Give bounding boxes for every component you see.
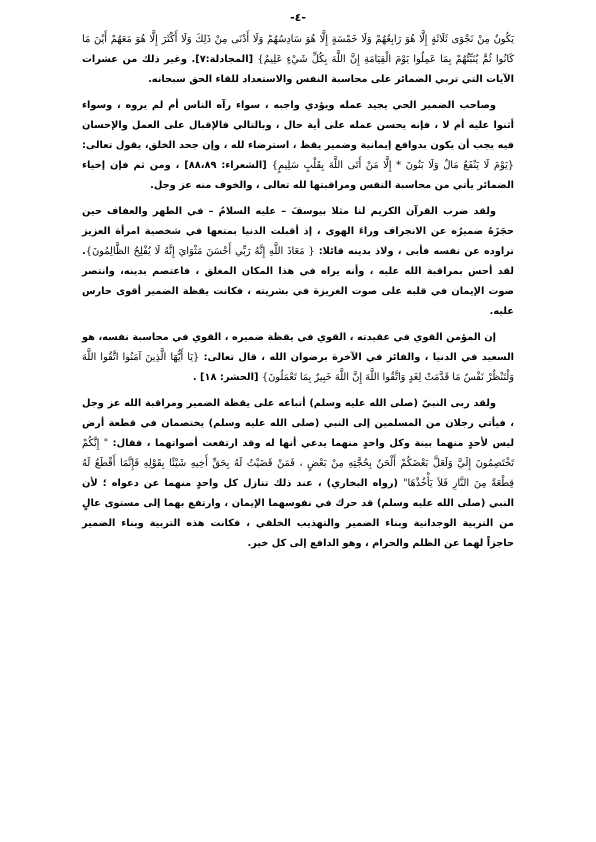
paragraph-text: ولقد ربى النبيّ (صلى الله عليه وسلم) أتباعه على يقظة الضمير ومراقبة الله عز وجل ، فيأتي رجلان من المسلمين إلى النبي (صلى الله عليه وسلم) يختصمان في قطعة أرض ليس لأحدٍ منهما بينة وكل واحدٍ منهما يدعي أنها له وقد ارتفعت أصواتهما ، فقال: [82,398,514,449]
quran-verse: يَكُونُ مِنْ نَجْوَى ثَلَاثَةٍ إِلَّا هُوَ رَابِعُهُمْ وَلَا خَمْسَةٍ إِلَّا هُوَ سَادِسُهُمْ وَلَا أَدْنَى مِنْ ذَلِكَ وَلَا أَكْثَرَ إِلَّا هُوَ مَعَهُمْ أَيْنَ مَا كَانُوا ثُمَّ يُنَبِّئُهُمْ بِمَا عَمِلُوا يَوْمَ الْقِيَامَةِ إِنَّ اللَّهَ بِكُلِّ شَيْءٍ عَلِيمٌ} [82,34,514,65]
paragraph-text: وصاحب الضمير الحي يجيد عمله ويؤدي واجبه ، سواء رآه الناس أم لم يروه ، وسواء أثنوا عليه أم لا ، فإنه يحسن عمله على أية حال ، وبالتالي فالإقبال على العمل والإحسان فيه يجب أن يكون بدوافع إيمانية وضمير يقظ ، استرضاء لله ، وإن جحد الخلق، يقول تعالى: [82,100,514,151]
paragraph-text: ولقد ضرب القرآن الكريم لنا مثلا بيوسفَ – عليه السلامُ – في الطهر والعفاف حين حجَزَهُ ضميرُه عن الانجراف وراءَ الهوى ، إذ أقبلت الدنيا بمتعها في شخصية امرأة العزيز تراوده عن نفسه فأبى ، ولاذ بدينه قائلا: [82,206,514,257]
paragraph-living-conscience [82,96,514,196]
paragraph-quran-mujadala [82,30,514,90]
page-number: -٤- [290,11,306,24]
paragraph-text: إن المؤمن القوي في عقيدته ، القوي في يقظة ضميره ، القوي في محاسبة نفسه، هو السعيد في الدنيا ، والفائز في الآخرة برضوان الله ، قال تعالى: [82,332,514,363]
hadith-quote: " إِنَّكُمْ تَخْتَصِمُونَ إِلَيَّ وَلَعَلَّ بَعْضَكُمْ أَلْحَنُ بِحُجَّتِهِ مِنْ بَعْضٍ ، فَمَنْ قَضَيْتُ لَهُ بِحَقِّ أَخِيهِ شَيْئًا بِقَوْلِهِ فَإِنَّمَا أَقْطَعُ لَهُ قِطْعَةً مِنَ النَّارِ فَلاَ يَأْخُذْهَا" [82,438,514,489]
paragraph-text: (رواه البخاري) ، عند ذلك تنازل كل واحدٍ منهما عن دعواه ؛ لأن النبي (صلى الله عليه وسلم) قد حرك في نفوسهما الإيمان ، وارتفع بهما إلى مستوى عالٍ من التربية الوجدانية وبناء الضمير والتهذيب الخلقي ، فكانت هذه التربية وبناء الضمير حاجزاً لهما عن الظلم والحرام ، وهو الدافع إلى كل خير. [82,478,514,549]
paragraph-text: [الحشر: ١٨] . [192,372,262,383]
quran-verse: { مَعَاذَ اللَّهِ إِنَّهُ رَبِّي أَحْسَنَ مَثْوَايَ إِنَّهُ لَا يُفْلِحُ الظَّالِمُونَ} [85,246,315,257]
paragraph-strong-believer [82,328,514,388]
paragraph-text: . لقد أحس بمراقبة الله عليه ، وأنه يراه في هذا المكان المغلق ، فاعتصم بدينه، وانتصر صوت الإيمان في قلبه على صوت الغريزة في بشريته ، فكانت يقظة الضمير أقوى حارس عليه. [82,246,514,317]
paragraph-text: [الشعراء: ٨٨،٨٩] ، ومن ثم فإن إحياء الضمائر يأتي من محاسبة النفس ومراقبتها لله تعالى ، والخوف منه عز وجل. [82,160,514,191]
quran-verse: {يَا أَيُّهَا الَّذِينَ آمَنُوا اتَّقُوا اللَّهَ وَلْتَنْظُرْ نَفْسٌ مَا قَدَّمَتْ لِغَدٍ وَاتَّقُوا اللَّهَ إِنَّ اللَّهَ خَبِيرٌ بِمَا تَعْمَلُونَ} [82,352,514,383]
paragraph-prophet-teaching [82,394,514,554]
paragraph-text: [المجادلة:٧]. وغير ذلك من عشرات الآيات التي تربي الضمائر على محاسبة النفس والاستعداد للقاء الحق سبحانه. [82,54,514,85]
paragraph-yusuf-example [82,202,514,322]
quran-verse: {يَوْمَ لَا يَنْفَعُ مَالٌ وَلَا بَنُونَ * إِلَّا مَنْ أَتَى اللَّهَ بِقَلْبٍ سَلِيمٍ} [271,160,514,171]
